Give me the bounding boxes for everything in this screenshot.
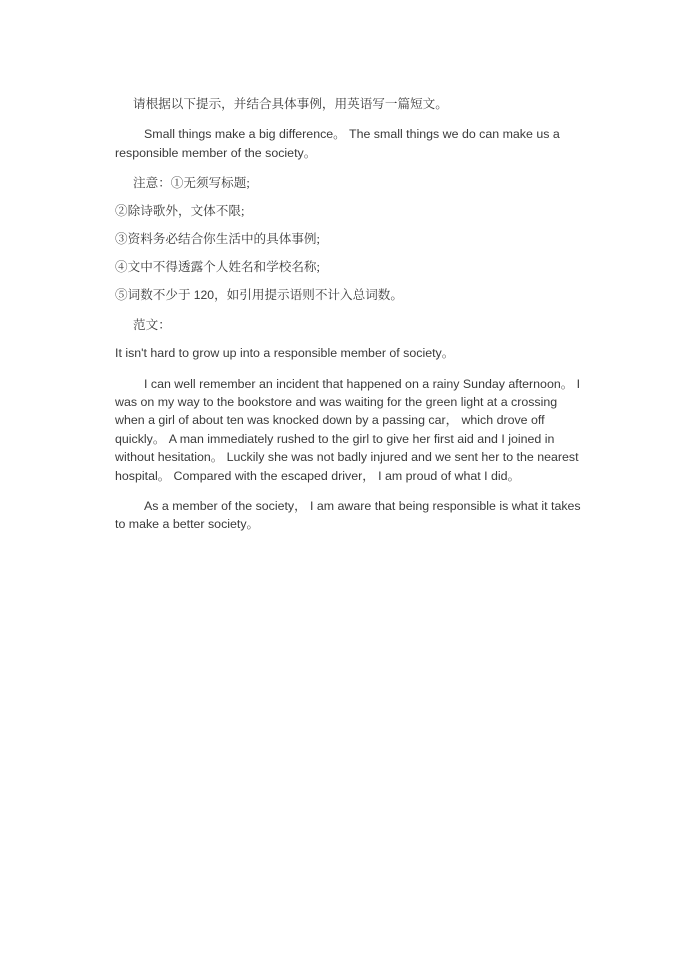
model-essay-heading: 范文：: [133, 318, 171, 333]
notes-item-4: ④文中不得透露个人姓名和学校名称;: [115, 259, 320, 274]
prompt-line: 请根据以下提示，并结合具体事例，用英语写一篇短文。: [133, 97, 448, 111]
notes-item-5: [115, 286, 585, 304]
notes-item-3: ③资料务必结合你生活中的具体事例;: [115, 232, 320, 247]
notes-heading: 注意：: [133, 176, 171, 191]
notes-heading-item-1: [115, 174, 585, 192]
model-essay-paragraph-1: I can well remember an incident that happened on a rainy Sunday afternoon。 I was on my way to the bookstore and was waiting for the green light at a crossing when a girl of about ten was knocked down by a passing car， which drove off quickly。 A man immediately rushed to the girl to give her first aid and I joined in without hesitation。 Luckily she was not badly injured and we sent her to the nearest hospital。 Compared with the escaped driver， I am proud of what I did。: [115, 376, 581, 483]
topic-statement: Small things make a big difference。 The small things we do can make us a responsible member of the society。: [115, 127, 560, 160]
notes-item-5-suffix: ，如引用提示语则不计入总词数。: [214, 287, 403, 302]
model-essay-title-line: It isn't hard to grow up into a responsible member of society。: [115, 346, 455, 361]
document-content: [115, 95, 585, 534]
notes-item-5-prefix: ⑤词数不少于: [115, 287, 194, 302]
notes-item-2: ②除诗歌外，文体不限;: [115, 204, 245, 219]
word-count-minimum: 120: [193, 287, 215, 302]
model-essay-paragraph-2: As a member of the society， I am aware that being responsible is what it takes to make a better society。: [115, 499, 581, 532]
notes-item-1: ①无须写标题;: [170, 176, 250, 191]
